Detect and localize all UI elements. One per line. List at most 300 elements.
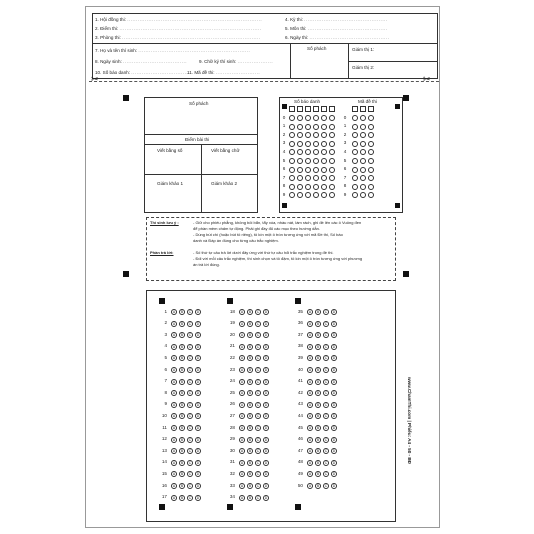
answer-bubble-a[interactable]: A xyxy=(240,391,244,396)
answer-bubble-b[interactable]: B xyxy=(180,472,184,477)
answer-bubble-b[interactable]: B xyxy=(180,414,184,419)
answer-bubble-c[interactable]: C xyxy=(256,472,260,477)
ma-de-thi-bubble[interactable] xyxy=(352,175,358,181)
answer-bubble-a[interactable]: A xyxy=(308,310,312,314)
answer-bubble-c[interactable]: C xyxy=(324,472,328,477)
answer-bubble-b[interactable]: B xyxy=(180,460,184,465)
answer-bubble-a[interactable]: A xyxy=(172,460,176,465)
answer-bubble-b[interactable]: B xyxy=(316,379,320,384)
answer-bubble-c[interactable]: C xyxy=(188,333,192,338)
so-bao-danh-bubble[interactable] xyxy=(329,184,335,190)
answer-bubble-c[interactable]: C xyxy=(324,426,328,430)
answer-bubble-b[interactable]: B xyxy=(316,472,320,477)
ma-de-thi-bubble[interactable] xyxy=(360,184,366,190)
answer-bubble-a[interactable]: A xyxy=(240,484,244,488)
answer-bubble-d[interactable]: D xyxy=(332,449,336,454)
answer-bubble-d[interactable]: D xyxy=(196,321,200,326)
so-bao-danh-bubble[interactable] xyxy=(297,175,303,181)
answer-bubble-b[interactable]: B xyxy=(180,402,184,407)
answer-bubble-b[interactable]: B xyxy=(316,449,320,454)
answer-bubble-d[interactable]: D xyxy=(196,426,200,430)
answer-bubble-a[interactable]: A xyxy=(240,402,244,407)
answer-bubble-c[interactable]: C xyxy=(324,437,328,442)
answer-bubble-d[interactable]: D xyxy=(196,472,200,477)
answer-bubble-d[interactable]: D xyxy=(264,484,268,488)
answer-bubble-c[interactable]: C xyxy=(188,321,192,326)
so-bao-danh-bubble[interactable] xyxy=(329,132,335,138)
answer-bubble-b[interactable]: B xyxy=(180,310,184,314)
answer-bubble-d[interactable]: D xyxy=(264,460,268,465)
answer-bubble-c[interactable]: C xyxy=(188,484,192,488)
ma-de-thi-bubble[interactable] xyxy=(368,167,374,173)
so-bao-danh-bubble[interactable] xyxy=(313,184,319,190)
answer-bubble-b[interactable]: B xyxy=(248,460,252,465)
answer-bubble-d[interactable]: D xyxy=(332,402,336,407)
answer-bubble-d[interactable]: D xyxy=(196,437,200,442)
answer-bubble-a[interactable]: A xyxy=(308,484,312,488)
answer-bubble-c[interactable]: C xyxy=(188,426,192,430)
so-bao-danh-bubble[interactable] xyxy=(297,132,303,138)
answer-bubble-d[interactable]: D xyxy=(264,426,268,430)
so-bao-danh-bubble[interactable] xyxy=(297,115,303,121)
answer-bubble-c[interactable]: C xyxy=(256,495,260,500)
answer-bubble-b[interactable]: B xyxy=(248,426,252,430)
answer-bubble-b[interactable]: B xyxy=(248,333,252,338)
answer-bubble-d[interactable]: D xyxy=(264,344,268,349)
answer-bubble-a[interactable]: A xyxy=(172,472,176,477)
so-bao-danh-bubble[interactable] xyxy=(297,167,303,173)
ma-de-thi-bubble[interactable] xyxy=(360,124,366,130)
so-bao-danh-bubble[interactable] xyxy=(329,158,335,164)
answer-bubble-b[interactable]: B xyxy=(316,321,320,326)
answer-bubble-d[interactable]: D xyxy=(332,391,336,396)
answer-bubble-a[interactable]: A xyxy=(240,449,244,454)
answer-bubble-a[interactable]: A xyxy=(308,460,312,465)
answer-bubble-a[interactable]: A xyxy=(308,437,312,442)
ma-de-thi-bubble[interactable] xyxy=(352,192,358,198)
answer-bubble-c[interactable]: C xyxy=(188,344,192,349)
answer-bubble-c[interactable]: C xyxy=(256,310,260,314)
answer-bubble-b[interactable]: B xyxy=(180,321,184,326)
answer-bubble-c[interactable]: C xyxy=(188,368,192,372)
answer-bubble-a[interactable]: A xyxy=(308,344,312,349)
so-bao-danh-bubble[interactable] xyxy=(321,184,327,190)
answer-bubble-d[interactable]: D xyxy=(196,310,200,314)
answer-bubble-c[interactable]: C xyxy=(188,460,192,465)
so-bao-danh-bubble[interactable] xyxy=(305,184,311,190)
answer-bubble-a[interactable]: A xyxy=(240,495,244,500)
so-bao-danh-bubble[interactable] xyxy=(289,141,295,147)
so-bao-danh-bubble[interactable] xyxy=(289,115,295,121)
answer-bubble-b[interactable]: B xyxy=(316,391,320,396)
answer-bubble-a[interactable]: A xyxy=(308,379,312,384)
answer-bubble-a[interactable]: A xyxy=(240,437,244,442)
answer-bubble-d[interactable]: D xyxy=(264,368,268,372)
so-bao-danh-bubble[interactable] xyxy=(313,115,319,121)
answer-bubble-c[interactable]: C xyxy=(256,484,260,488)
answer-bubble-d[interactable]: D xyxy=(332,484,336,488)
answer-bubble-d[interactable]: D xyxy=(196,333,200,338)
answer-bubble-a[interactable]: A xyxy=(308,368,312,372)
answer-bubble-c[interactable]: C xyxy=(256,344,260,349)
so-bao-danh-bubble[interactable] xyxy=(305,192,311,198)
answer-bubble-d[interactable]: D xyxy=(196,368,200,372)
answer-bubble-b[interactable]: B xyxy=(316,460,320,465)
answer-bubble-d[interactable]: D xyxy=(264,437,268,442)
answer-bubble-a[interactable]: A xyxy=(172,495,176,500)
so-bao-danh-bubble[interactable] xyxy=(321,115,327,121)
answer-bubble-c[interactable]: C xyxy=(256,321,260,326)
ma-de-thi-bubble[interactable] xyxy=(360,192,366,198)
answer-bubble-c[interactable]: C xyxy=(256,368,260,372)
answer-bubble-d[interactable]: D xyxy=(332,437,336,442)
answer-bubble-b[interactable]: B xyxy=(180,344,184,349)
answer-bubble-c[interactable]: C xyxy=(324,414,328,419)
answer-bubble-b[interactable]: B xyxy=(180,484,184,488)
answer-bubble-c[interactable]: C xyxy=(324,333,328,338)
answer-bubble-b[interactable]: B xyxy=(316,437,320,442)
answer-bubble-c[interactable]: C xyxy=(188,391,192,396)
answer-bubble-d[interactable]: D xyxy=(264,333,268,338)
so-bao-danh-bubble[interactable] xyxy=(289,124,295,130)
answer-bubble-c[interactable]: C xyxy=(324,460,328,465)
answer-bubble-d[interactable]: D xyxy=(332,426,336,430)
answer-bubble-b[interactable]: B xyxy=(248,368,252,372)
answer-bubble-d[interactable]: D xyxy=(196,449,200,454)
answer-bubble-c[interactable]: C xyxy=(256,402,260,407)
so-bao-danh-bubble[interactable] xyxy=(297,158,303,164)
so-bao-danh-bubble[interactable] xyxy=(313,132,319,138)
answer-bubble-c[interactable]: C xyxy=(256,460,260,465)
answer-bubble-b[interactable]: B xyxy=(180,437,184,442)
answer-bubble-a[interactable]: A xyxy=(308,356,312,361)
answer-bubble-a[interactable]: A xyxy=(172,333,176,338)
answer-bubble-a[interactable]: A xyxy=(172,449,176,454)
answer-bubble-d[interactable]: D xyxy=(196,402,200,407)
answer-bubble-a[interactable]: A xyxy=(308,472,312,477)
so-bao-danh-bubble[interactable] xyxy=(329,175,335,181)
ma-de-thi-bubble[interactable] xyxy=(352,158,358,164)
answer-bubble-a[interactable]: A xyxy=(172,484,176,488)
so-bao-danh-bubble[interactable] xyxy=(329,141,335,147)
answer-bubble-d[interactable]: D xyxy=(332,333,336,338)
answer-bubble-a[interactable]: A xyxy=(240,472,244,477)
answer-bubble-b[interactable]: B xyxy=(180,495,184,500)
ma-de-thi-bubble[interactable] xyxy=(360,149,366,155)
answer-bubble-b[interactable]: B xyxy=(248,321,252,326)
ma-de-thi-bubble[interactable] xyxy=(360,158,366,164)
so-bao-danh-bubble[interactable] xyxy=(297,149,303,155)
answer-bubble-c[interactable]: C xyxy=(188,495,192,500)
answer-bubble-d[interactable]: D xyxy=(332,344,336,349)
so-bao-danh-write-box[interactable] xyxy=(321,106,327,112)
answer-bubble-c[interactable]: C xyxy=(324,391,328,396)
ma-de-thi-bubble[interactable] xyxy=(352,167,358,173)
answer-bubble-a[interactable]: A xyxy=(240,460,244,465)
answer-bubble-b[interactable]: B xyxy=(248,484,252,488)
answer-bubble-a[interactable]: A xyxy=(240,344,244,349)
answer-bubble-d[interactable]: D xyxy=(196,356,200,361)
answer-bubble-a[interactable]: A xyxy=(172,344,176,349)
answer-bubble-b[interactable]: B xyxy=(248,391,252,396)
answer-bubble-b[interactable]: B xyxy=(248,449,252,454)
answer-bubble-c[interactable]: C xyxy=(324,402,328,407)
answer-bubble-d[interactable]: D xyxy=(264,379,268,384)
so-bao-danh-bubble[interactable] xyxy=(329,124,335,130)
answer-bubble-d[interactable]: D xyxy=(196,414,200,419)
answer-bubble-b[interactable]: B xyxy=(248,472,252,477)
answer-bubble-a[interactable]: A xyxy=(308,414,312,419)
answer-bubble-b[interactable]: B xyxy=(248,344,252,349)
digit-label: 8 xyxy=(343,183,347,189)
answer-bubble-a[interactable]: A xyxy=(240,321,244,326)
answer-bubble-a[interactable]: A xyxy=(172,402,176,407)
so-bao-danh-bubble[interactable] xyxy=(313,149,319,155)
answer-bubble-b[interactable]: B xyxy=(248,414,252,419)
answer-bubble-b[interactable]: B xyxy=(248,495,252,500)
so-bao-danh-bubble[interactable] xyxy=(305,158,311,164)
answer-bubble-d[interactable]: D xyxy=(196,484,200,488)
so-bao-danh-bubble[interactable] xyxy=(289,132,295,138)
answer-bubble-a[interactable]: A xyxy=(308,391,312,396)
so-bao-danh-write-box[interactable] xyxy=(289,106,295,112)
answer-bubble-a[interactable]: A xyxy=(240,414,244,419)
answer-bubble-c[interactable]: C xyxy=(188,402,192,407)
answer-bubble-c[interactable]: C xyxy=(188,310,192,314)
ma-de-thi-bubble[interactable] xyxy=(368,184,374,190)
so-bao-danh-bubble[interactable] xyxy=(321,149,327,155)
ma-de-thi-bubble[interactable] xyxy=(360,175,366,181)
answer-bubble-a[interactable]: A xyxy=(308,449,312,454)
answer-bubble-d[interactable]: D xyxy=(196,344,200,349)
ma-de-thi-bubble[interactable] xyxy=(352,141,358,147)
answer-bubble-b[interactable]: B xyxy=(248,437,252,442)
answer-bubble-c[interactable]: C xyxy=(256,391,260,396)
so-bao-danh-bubble[interactable] xyxy=(313,175,319,181)
answer-bubble-b[interactable]: B xyxy=(180,356,184,361)
answer-bubble-a[interactable]: A xyxy=(240,426,244,430)
answer-bubble-c[interactable]: C xyxy=(256,379,260,384)
answer-bubble-b[interactable]: B xyxy=(316,344,320,349)
answer-bubble-a[interactable]: A xyxy=(172,321,176,326)
answer-bubble-c[interactable]: C xyxy=(256,333,260,338)
so-bao-danh-bubble[interactable] xyxy=(313,167,319,173)
ma-de-thi-bubble[interactable] xyxy=(360,167,366,173)
answer-bubble-d[interactable]: D xyxy=(196,379,200,384)
answer-bubble-b[interactable]: B xyxy=(316,402,320,407)
answer-bubble-c[interactable]: C xyxy=(324,368,328,372)
so-bao-danh-write-box[interactable] xyxy=(313,106,319,112)
so-bao-danh-bubble[interactable] xyxy=(289,175,295,181)
ma-de-thi-bubble[interactable] xyxy=(360,132,366,138)
answer-bubble-d[interactable]: D xyxy=(264,321,268,326)
answer-bubble-c[interactable]: C xyxy=(256,449,260,454)
answer-bubble-c[interactable]: C xyxy=(188,472,192,477)
answer-bubble-d[interactable]: D xyxy=(264,391,268,396)
answer-bubble-a[interactable]: A xyxy=(172,310,176,314)
answer-bubble-b[interactable]: B xyxy=(248,356,252,361)
answer-bubble-b[interactable]: B xyxy=(248,402,252,407)
ma-de-thi-bubble[interactable] xyxy=(368,149,374,155)
so-bao-danh-bubble[interactable] xyxy=(329,149,335,155)
answer-bubble-b[interactable]: B xyxy=(180,391,184,396)
so-bao-danh-bubble[interactable] xyxy=(329,115,335,121)
so-bao-danh-bubble[interactable] xyxy=(313,158,319,164)
answer-bubble-d[interactable]: D xyxy=(264,402,268,407)
ma-de-thi-bubble[interactable] xyxy=(368,175,374,181)
answer-bubble-a[interactable]: A xyxy=(240,310,244,314)
so-bao-danh-bubble[interactable] xyxy=(297,141,303,147)
so-bao-danh-bubble[interactable] xyxy=(297,124,303,130)
answer-bubble-a[interactable]: A xyxy=(172,391,176,396)
ma-de-thi-bubble[interactable] xyxy=(352,115,358,121)
answer-bubble-c[interactable]: C xyxy=(188,414,192,419)
so-bao-danh-bubble[interactable] xyxy=(321,192,327,198)
answer-bubble-a[interactable]: A xyxy=(240,333,244,338)
answer-bubble-c[interactable]: C xyxy=(324,310,328,314)
so-bao-danh-bubble[interactable] xyxy=(329,192,335,198)
answer-bubble-b[interactable]: B xyxy=(180,449,184,454)
answer-bubble-c[interactable]: C xyxy=(324,321,328,326)
answer-bubble-a[interactable]: A xyxy=(240,368,244,372)
answer-bubble-d[interactable]: D xyxy=(264,356,268,361)
answer-bubble-a[interactable]: A xyxy=(172,368,176,372)
answer-bubble-c[interactable]: C xyxy=(324,484,328,488)
answer-bubble-b[interactable]: B xyxy=(316,426,320,430)
answer-bubble-a[interactable]: A xyxy=(308,321,312,326)
answer-bubble-c[interactable]: C xyxy=(256,426,260,430)
answer-bubble-d[interactable]: D xyxy=(196,391,200,396)
answer-bubble-c[interactable]: C xyxy=(256,437,260,442)
answer-bubble-a[interactable]: A xyxy=(172,426,176,430)
answer-bubble-d[interactable]: D xyxy=(264,449,268,454)
answer-bubble-b[interactable]: B xyxy=(316,310,320,314)
answer-bubble-c[interactable]: C xyxy=(256,356,260,361)
answer-bubble-b[interactable]: B xyxy=(316,333,320,338)
so-bao-danh-bubble[interactable] xyxy=(305,141,311,147)
so-bao-danh-bubble[interactable] xyxy=(289,149,295,155)
answer-bubble-b[interactable]: B xyxy=(248,379,252,384)
answer-bubble-a[interactable]: A xyxy=(240,379,244,384)
answer-bubble-d[interactable]: D xyxy=(264,472,268,477)
answer-bubble-d[interactable]: D xyxy=(332,414,336,419)
answer-bubble-d[interactable]: D xyxy=(332,379,336,384)
answer-bubble-c[interactable]: C xyxy=(324,356,328,361)
answer-bubble-a[interactable]: A xyxy=(172,414,176,419)
answer-bubble-d[interactable]: D xyxy=(332,310,336,314)
answer-bubble-d[interactable]: D xyxy=(332,321,336,326)
ma-de-thi-bubble[interactable] xyxy=(360,115,366,121)
answer-bubble-d[interactable]: D xyxy=(332,356,336,361)
ma-de-thi-bubble[interactable] xyxy=(360,141,366,147)
so-bao-danh-bubble[interactable] xyxy=(313,141,319,147)
answer-bubble-d[interactable]: D xyxy=(264,414,268,419)
ma-de-thi-write-box[interactable] xyxy=(368,106,374,112)
so-bao-danh-bubble[interactable] xyxy=(321,124,327,130)
answer-bubble-c[interactable]: C xyxy=(188,437,192,442)
so-bao-danh-bubble[interactable] xyxy=(297,192,303,198)
answer-bubble-a[interactable]: A xyxy=(240,356,244,361)
answer-bubble-b[interactable]: B xyxy=(180,368,184,372)
so-bao-danh-write-box[interactable] xyxy=(305,106,311,112)
answer-bubble-a[interactable]: A xyxy=(172,356,176,361)
so-bao-danh-bubble[interactable] xyxy=(305,124,311,130)
ma-de-thi-write-box[interactable] xyxy=(360,106,366,112)
answer-bubble-b[interactable]: B xyxy=(180,333,184,338)
answer-bubble-c[interactable]: C xyxy=(324,379,328,384)
answer-bubble-d[interactable]: D xyxy=(196,495,200,500)
answer-bubble-b[interactable]: B xyxy=(316,414,320,419)
answer-bubble-a[interactable]: A xyxy=(172,437,176,442)
so-bao-danh-bubble[interactable] xyxy=(289,192,295,198)
ma-de-thi-bubble[interactable] xyxy=(352,124,358,130)
ma-de-thi-bubble[interactable] xyxy=(352,184,358,190)
ma-de-thi-bubble[interactable] xyxy=(368,192,374,198)
ma-de-thi-bubble[interactable] xyxy=(352,132,358,138)
answer-bubble-a[interactable]: A xyxy=(308,426,312,430)
so-bao-danh-bubble[interactable] xyxy=(289,184,295,190)
so-bao-danh-bubble[interactable] xyxy=(289,158,295,164)
answer-bubble-b[interactable]: B xyxy=(248,310,252,314)
answer-bubble-a[interactable]: A xyxy=(308,402,312,407)
answer-bubble-c[interactable]: C xyxy=(188,379,192,384)
answer-bubble-c[interactable]: C xyxy=(188,449,192,454)
ma-de-thi-bubble[interactable] xyxy=(368,115,374,121)
ma-de-thi-bubble[interactable] xyxy=(368,124,374,130)
answer-bubble-b[interactable]: B xyxy=(316,484,320,488)
answer-bubble-d[interactable]: D xyxy=(196,460,200,465)
so-bao-danh-bubble[interactable] xyxy=(313,192,319,198)
answer-bubble-c[interactable]: C xyxy=(256,414,260,419)
answer-bubble-d[interactable]: D xyxy=(332,368,336,372)
answer-bubble-a[interactable]: A xyxy=(308,333,312,338)
so-bao-danh-bubble[interactable] xyxy=(321,175,327,181)
so-bao-danh-bubble[interactable] xyxy=(329,167,335,173)
answer-bubble-c[interactable]: C xyxy=(188,356,192,361)
answer-bubble-b[interactable]: B xyxy=(316,356,320,361)
so-bao-danh-write-box[interactable] xyxy=(297,106,303,112)
ma-de-thi-bubble[interactable] xyxy=(368,141,374,147)
answer-bubble-a[interactable]: A xyxy=(172,379,176,384)
answer-bubble-c[interactable]: C xyxy=(324,449,328,454)
so-bao-danh-bubble[interactable] xyxy=(321,167,327,173)
answer-bubble-b[interactable]: B xyxy=(180,426,184,430)
answer-bubble-c[interactable]: C xyxy=(324,344,328,349)
answer-bubble-d[interactable]: D xyxy=(264,310,268,314)
so-bao-danh-bubble[interactable] xyxy=(305,167,311,173)
so-bao-danh-bubble[interactable] xyxy=(305,132,311,138)
so-bao-danh-bubble[interactable] xyxy=(289,167,295,173)
answer-bubble-b[interactable]: B xyxy=(180,379,184,384)
so-bao-danh-bubble[interactable] xyxy=(305,115,311,121)
so-bao-danh-bubble[interactable] xyxy=(321,132,327,138)
so-bao-danh-bubble[interactable] xyxy=(321,141,327,147)
answer-bubble-b[interactable]: B xyxy=(316,368,320,372)
ma-de-thi-bubble[interactable] xyxy=(368,158,374,164)
so-bao-danh-bubble[interactable] xyxy=(313,124,319,130)
answer-bubble-d[interactable]: D xyxy=(264,495,268,500)
so-bao-danh-bubble[interactable] xyxy=(297,184,303,190)
ma-de-thi-write-box[interactable] xyxy=(352,106,358,112)
so-bao-danh-bubble[interactable] xyxy=(305,175,311,181)
so-bao-danh-bubble[interactable] xyxy=(321,158,327,164)
ma-de-thi-bubble[interactable] xyxy=(352,149,358,155)
so-bao-danh-bubble[interactable] xyxy=(305,149,311,155)
ma-de-thi-bubble[interactable] xyxy=(368,132,374,138)
answer-bubble-d[interactable]: D xyxy=(332,460,336,465)
so-bao-danh-write-box[interactable] xyxy=(329,106,335,112)
answer-bubble-d[interactable]: D xyxy=(332,472,336,477)
